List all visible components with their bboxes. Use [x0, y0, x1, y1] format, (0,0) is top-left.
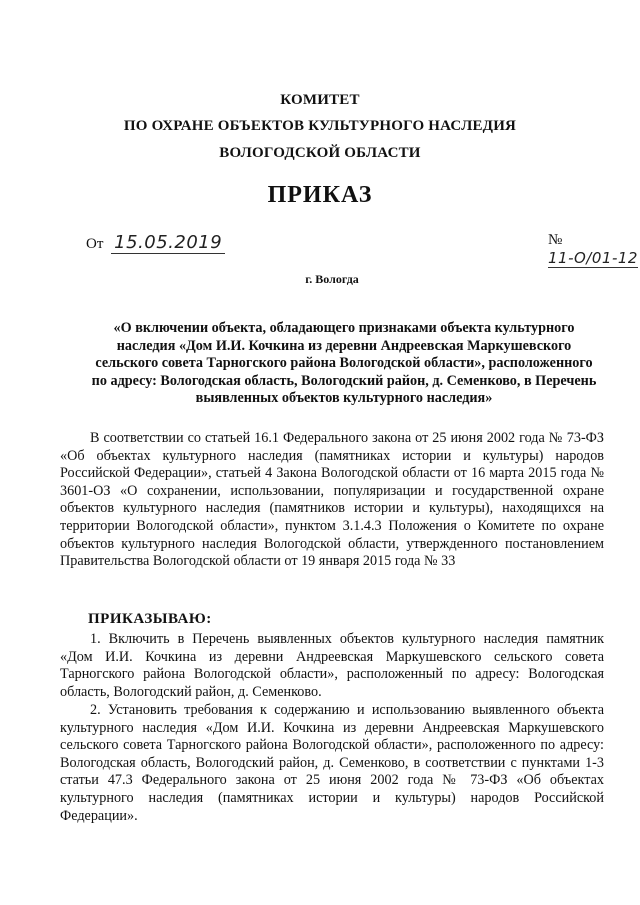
order-word: ПРИКАЗЫВАЮ: [88, 611, 212, 627]
order-item-2: 2. Установить требования к содержанию и использованию выявленного объекта культурного наследия «Дом И.И. Кочкина из деревни Андреевская Маркушевского сельского совета Тарногского района Вологодской области», расположенного по адресу: Вологодская область, Вологодский район, д. Семенково, в соответствии с пунктами 1-3 статьи 47.3 Федерального закона от 25 июня 2002 года № 73-ФЗ «Об объектах культурного наследия (памятниках истории и культуры) народов Российской Федерации». [60, 702, 604, 824]
number-row [548, 232, 640, 268]
header-committee: КОМИТЕТ [280, 92, 360, 108]
document-title: ПРИКАЗ [267, 182, 373, 208]
preamble-paragraph: В соответствии со статьей 16.1 Федерального закона от 25 июня 2002 года № 73-ФЗ «Об объектах культурного наследия (памятниках истории и культуры) народов Российской Федерации», статьей 4 Закона Вологодской области от 16 марта 2015 года № 3601-ОЗ «О сохранении, использовании, популяризации и государственной охране объектов культурного наследия (памятников истории и культуры), находящихся на территории Вологодской области», пунктом 3.1.4.3 Положения о Комитете по охране объектов культурного наследия Вологодской области, утвержденного постановлением Правительства Вологодской области от 19 января 2015 года № 33 [60, 430, 604, 570]
number-label: № [548, 232, 563, 248]
date-value: 15.05.2019 [111, 232, 225, 254]
header-committee-purpose: ПО ОХРАНЕ ОБЪЕКТОВ КУЛЬТУРНОГО НАСЛЕДИЯ [123, 118, 517, 134]
city: г. Вологда [305, 272, 359, 286]
order-item-1: 1. Включить в Перечень выявленных объектов культурного наследия памятник «Дом И.И. Кочкина из деревни Андреевская Маркушевского сельского совета Тарногского района Вологодской области», расположенный по адресу: Вологодская область, Вологодский район, д. Семенково. [60, 631, 604, 700]
order-subject: «О включении объекта, обладающего признаками объекта культурного наследия «Дом И.И. Кочкина из деревни Андреевская Маркушевского сельского совета Тарногского района Вологодской области», расположенного по адресу: Вологодская область, Вологодский район, д. Семенково, в Перечень выявленных объектов культурного наследия» [91, 320, 597, 406]
date-row [86, 232, 225, 254]
header-region: ВОЛОГОДСКОЙ ОБЛАСТИ [219, 145, 421, 161]
number-value: 11-О/01-12 [548, 249, 638, 267]
date-label: От [86, 236, 104, 252]
